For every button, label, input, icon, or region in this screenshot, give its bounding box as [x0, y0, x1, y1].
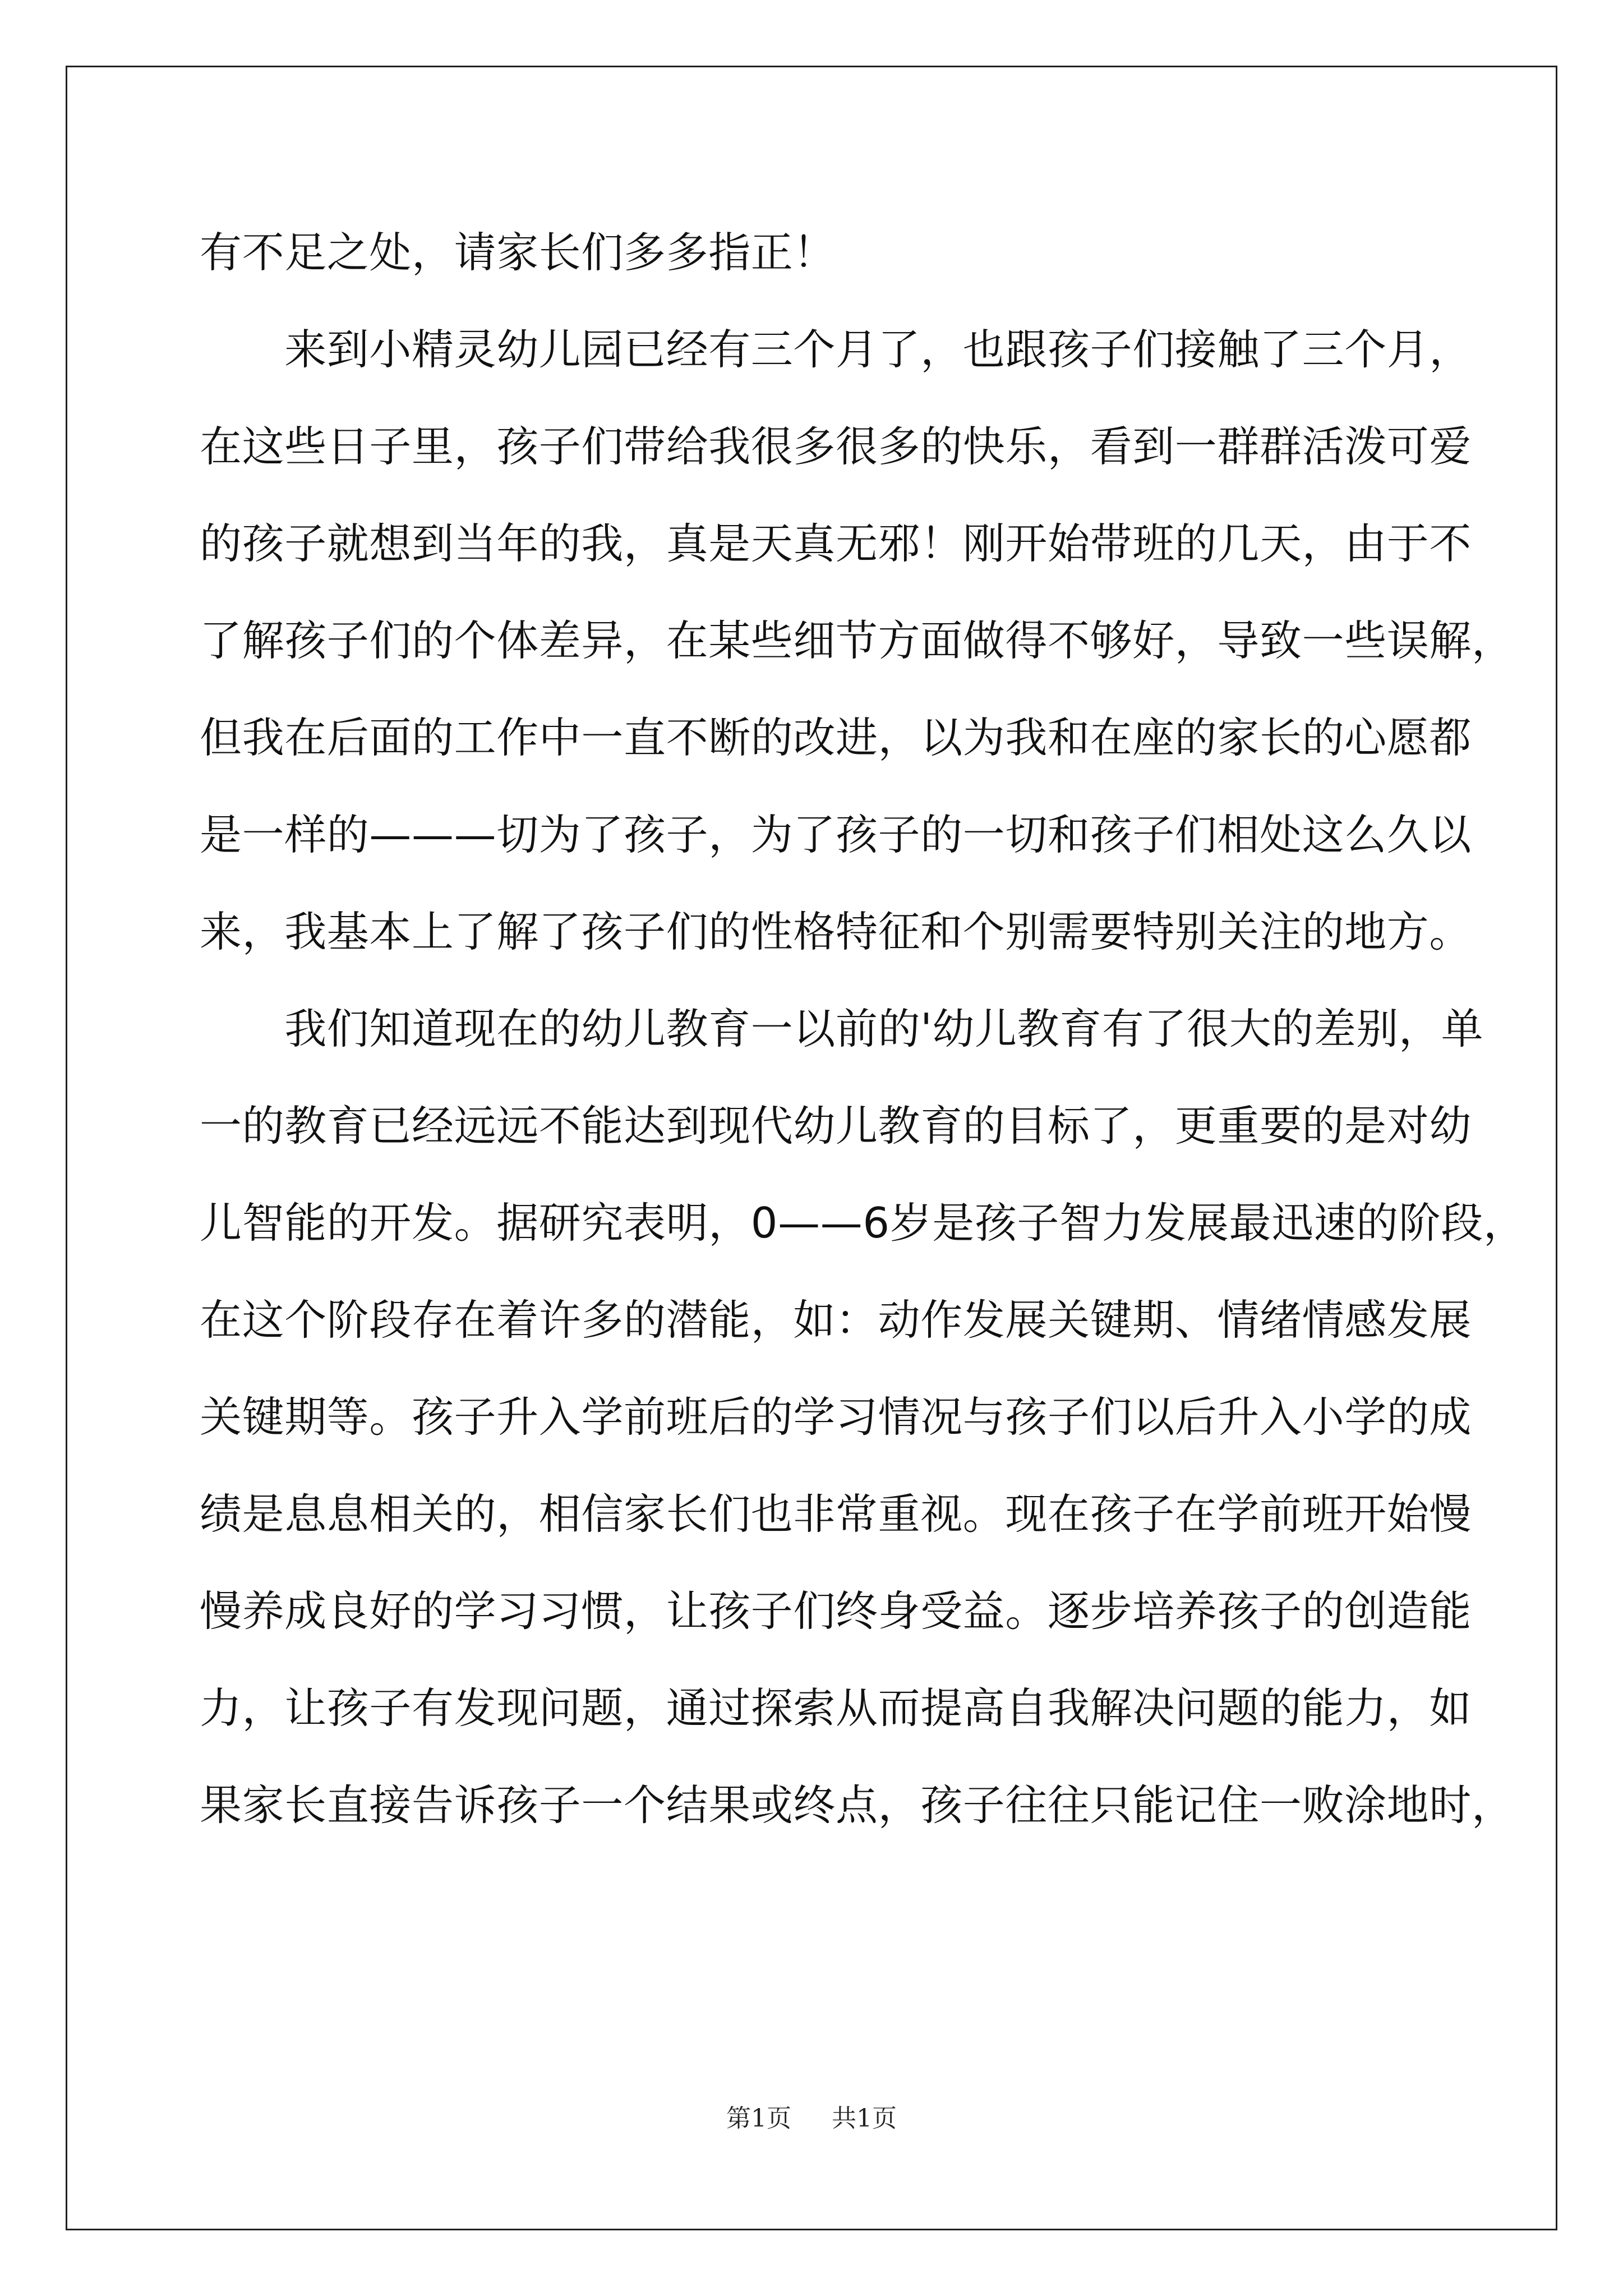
text-line: 关键期等。孩子升入学前班后的学习情况与孩子们以后升入小学的成 [200, 1392, 1472, 1442]
text-line: 慢养成良好的学习习惯，让孩子们终身受益。逐步培养孩子的创造能 [200, 1586, 1472, 1636]
text-line: 一的教育已经远远不能达到现代幼儿教育的目标了，更重要的是对幼 [200, 1101, 1472, 1151]
text-line: 来到小精灵幼儿园已经有三个月了，也跟孩子们接触了三个月， [200, 325, 1472, 374]
text-line: 有不足之处，请家长们多多指正！ [200, 228, 836, 277]
text-line: 来，我基本上了解了孩子们的性格特征和个别需要特别关注的地方。 [200, 907, 1472, 956]
text-line: 我们知道现在的幼儿教育一以前的'幼儿教育有了很大的差别，单 [200, 1004, 1484, 1053]
text-line: 果家长直接告诉孩子一个结果或终点，孩子往往只能记住一败涂地时， [200, 1780, 1514, 1830]
text-line: 的孩子就想到当年的我，真是天真无邪！刚开始带班的几天，由于不 [200, 519, 1472, 568]
text-line: 在这个阶段存在着许多的潜能，如：动作发展关键期、情绪情感发展 [200, 1295, 1472, 1345]
page-number: 第1页 [726, 2104, 791, 2133]
page-footer [0, 2098, 1623, 2134]
text-line: 绩是息息相关的，相信家长们也非常重视。现在孩子在学前班开始慢 [200, 1489, 1472, 1539]
text-line: 了解孩子们的个体差异，在某些细节方面做得不够好，导致一些误解， [200, 616, 1514, 665]
page-total: 共1页 [832, 2104, 897, 2133]
text-line: 儿智能的开发。据研究表明，0——6岁是孩子智力发展最迅速的阶段， [200, 1198, 1526, 1248]
text-line: 力，让孩子有发现问题，通过探索从而提高自我解决问题的能力，如 [200, 1683, 1472, 1733]
text-line: 是一样的———切为了孩子，为了孩子的一切和孩子们相处这么久以 [200, 810, 1472, 859]
text-line: 但我在后面的工作中一直不断的改进，以为我和在座的家长的心愿都 [200, 713, 1472, 762]
text-line: 在这些日子里，孩子们带给我很多很多的快乐，看到一群群活泼可爱 [200, 422, 1472, 471]
